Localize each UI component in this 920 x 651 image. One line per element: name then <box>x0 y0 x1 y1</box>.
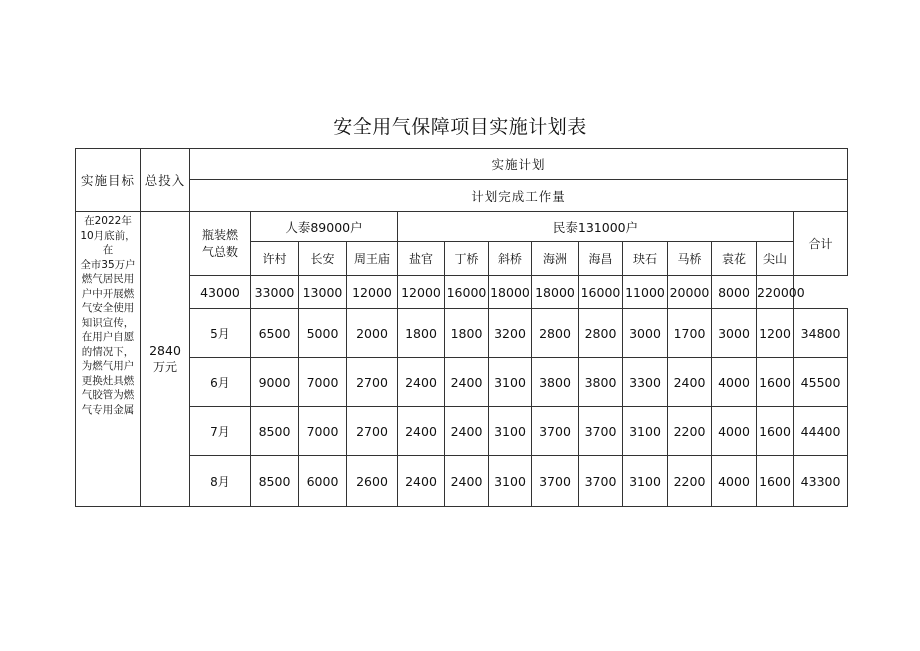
grand-total: 220000 <box>757 276 794 309</box>
month-value: 3100 <box>623 456 668 507</box>
month-value: 2400 <box>668 358 712 407</box>
goal-line: 在2022年 <box>84 215 132 227</box>
month-value: 2600 <box>347 456 398 507</box>
month-value: 3100 <box>489 407 532 456</box>
town-total: 18000 <box>489 276 532 309</box>
month-value: 1600 <box>757 407 794 456</box>
month-value: 1200 <box>757 309 794 358</box>
investment-amount: 2840 <box>149 343 181 358</box>
plan-table <box>75 148 848 507</box>
month-value: 3700 <box>579 407 623 456</box>
town-total: 12000 <box>398 276 445 309</box>
month-value: 3700 <box>532 407 579 456</box>
month-value: 8500 <box>251 456 299 507</box>
town-total: 43000 <box>190 276 251 309</box>
town-name: 海洲 <box>532 242 579 276</box>
town-total: 11000 <box>623 276 668 309</box>
month-value: 2800 <box>532 309 579 358</box>
goal-line: 知识宣传， <box>81 316 135 329</box>
town-total: 18000 <box>532 276 579 309</box>
month-value: 3100 <box>489 358 532 407</box>
month-label: 5月 <box>190 309 251 358</box>
town-total: 12000 <box>347 276 398 309</box>
town-name: 斜桥 <box>489 242 532 276</box>
month-value: 2400 <box>398 358 445 407</box>
goal-line: 气专用金属 <box>81 403 135 416</box>
month-value: 3300 <box>623 358 668 407</box>
town-name: 盐官 <box>398 242 445 276</box>
month-value: 1800 <box>445 309 489 358</box>
month-value: 8500 <box>251 407 299 456</box>
town-name: 周王庙 <box>347 242 398 276</box>
goal-line: 10月底前， <box>80 229 136 242</box>
month-row <box>76 358 848 407</box>
month-value: 7000 <box>299 407 347 456</box>
month-row <box>76 309 848 358</box>
month-value: 1600 <box>757 456 794 507</box>
month-value: 2400 <box>445 407 489 456</box>
goal-line: 气胶管为燃 <box>81 389 135 401</box>
goal-line: 户中开展燃 <box>81 287 135 300</box>
town-total: 13000 <box>299 276 347 309</box>
month-value: 3100 <box>623 407 668 456</box>
town-name: 海昌 <box>579 242 623 276</box>
bottled-total-header <box>190 212 251 276</box>
month-value: 3100 <box>489 456 532 507</box>
month-total: 34800 <box>794 309 848 358</box>
month-value: 6500 <box>251 309 299 358</box>
goal-line: 的情况下， <box>81 345 135 358</box>
month-value: 3800 <box>532 358 579 407</box>
group-header-row <box>76 212 848 242</box>
month-value: 7000 <box>299 358 347 407</box>
group-renquan: 人泰89000户 <box>251 212 398 242</box>
town-name: 玦石 <box>623 242 668 276</box>
plan-header: 实施计划 <box>190 149 848 180</box>
month-total: 44400 <box>794 407 848 456</box>
work-header: 计划完成工作量 <box>190 180 848 212</box>
month-value: 4000 <box>712 407 757 456</box>
town-name: 尖山 <box>757 242 794 276</box>
investment-unit: 万元 <box>152 360 177 374</box>
month-row <box>76 407 848 456</box>
town-total: 16000 <box>445 276 489 309</box>
month-value: 1600 <box>757 358 794 407</box>
month-value: 4000 <box>712 456 757 507</box>
month-value: 3700 <box>532 456 579 507</box>
month-label: 8月 <box>190 456 251 507</box>
goal-cell <box>76 212 141 507</box>
month-value: 4000 <box>712 358 757 407</box>
goal-line: 在 <box>102 244 114 256</box>
group-mintai: 民泰131000户 <box>398 212 794 242</box>
month-value: 2800 <box>579 309 623 358</box>
document-title: 安全用气保障项目实施计划表 <box>333 116 587 138</box>
totals-row <box>76 276 848 309</box>
town-name: 袁花 <box>712 242 757 276</box>
month-value: 3000 <box>712 309 757 358</box>
month-total: 43300 <box>794 456 848 507</box>
month-value: 6000 <box>299 456 347 507</box>
month-total: 45500 <box>794 358 848 407</box>
goal-line: 燃气居民用 <box>81 273 135 285</box>
month-value: 3700 <box>579 456 623 507</box>
town-total: 20000 <box>668 276 712 309</box>
total-header: 合计 <box>794 212 848 276</box>
town-name: 马桥 <box>668 242 712 276</box>
month-value: 1700 <box>668 309 712 358</box>
month-value: 1800 <box>398 309 445 358</box>
month-value: 2000 <box>347 309 398 358</box>
month-value: 2400 <box>398 456 445 507</box>
month-value: 3800 <box>579 358 623 407</box>
month-value: 9000 <box>251 358 299 407</box>
town-total: 16000 <box>579 276 623 309</box>
bottled-total-label: 瓶装燃气总数 <box>201 227 238 259</box>
month-value: 3000 <box>623 309 668 358</box>
month-value: 2200 <box>668 407 712 456</box>
month-label: 7月 <box>190 407 251 456</box>
month-value: 2400 <box>445 358 489 407</box>
month-label: 6月 <box>190 358 251 407</box>
goal-text <box>79 214 137 417</box>
town-name: 长安 <box>299 242 347 276</box>
investment-cell <box>141 212 190 507</box>
investment-header: 总投入 <box>141 149 190 212</box>
town-total: 8000 <box>712 276 757 309</box>
goal-line: 更换灶具燃 <box>81 374 135 387</box>
month-row <box>76 456 848 507</box>
month-value: 3200 <box>489 309 532 358</box>
month-value: 2400 <box>398 407 445 456</box>
town-name: 丁桥 <box>445 242 489 276</box>
month-value: 2200 <box>668 456 712 507</box>
month-value: 2700 <box>347 407 398 456</box>
town-total: 33000 <box>251 276 299 309</box>
goal-line: 在用户自愿 <box>81 331 135 343</box>
goal-line: 为燃气用户 <box>81 360 135 372</box>
month-value: 2700 <box>347 358 398 407</box>
goal-line: 气安全使用 <box>81 302 135 314</box>
month-value: 2400 <box>445 456 489 507</box>
town-name: 许村 <box>251 242 299 276</box>
goal-header: 实施目标 <box>76 149 141 212</box>
goal-line: 全市35万户 <box>80 258 136 271</box>
month-value: 5000 <box>299 309 347 358</box>
